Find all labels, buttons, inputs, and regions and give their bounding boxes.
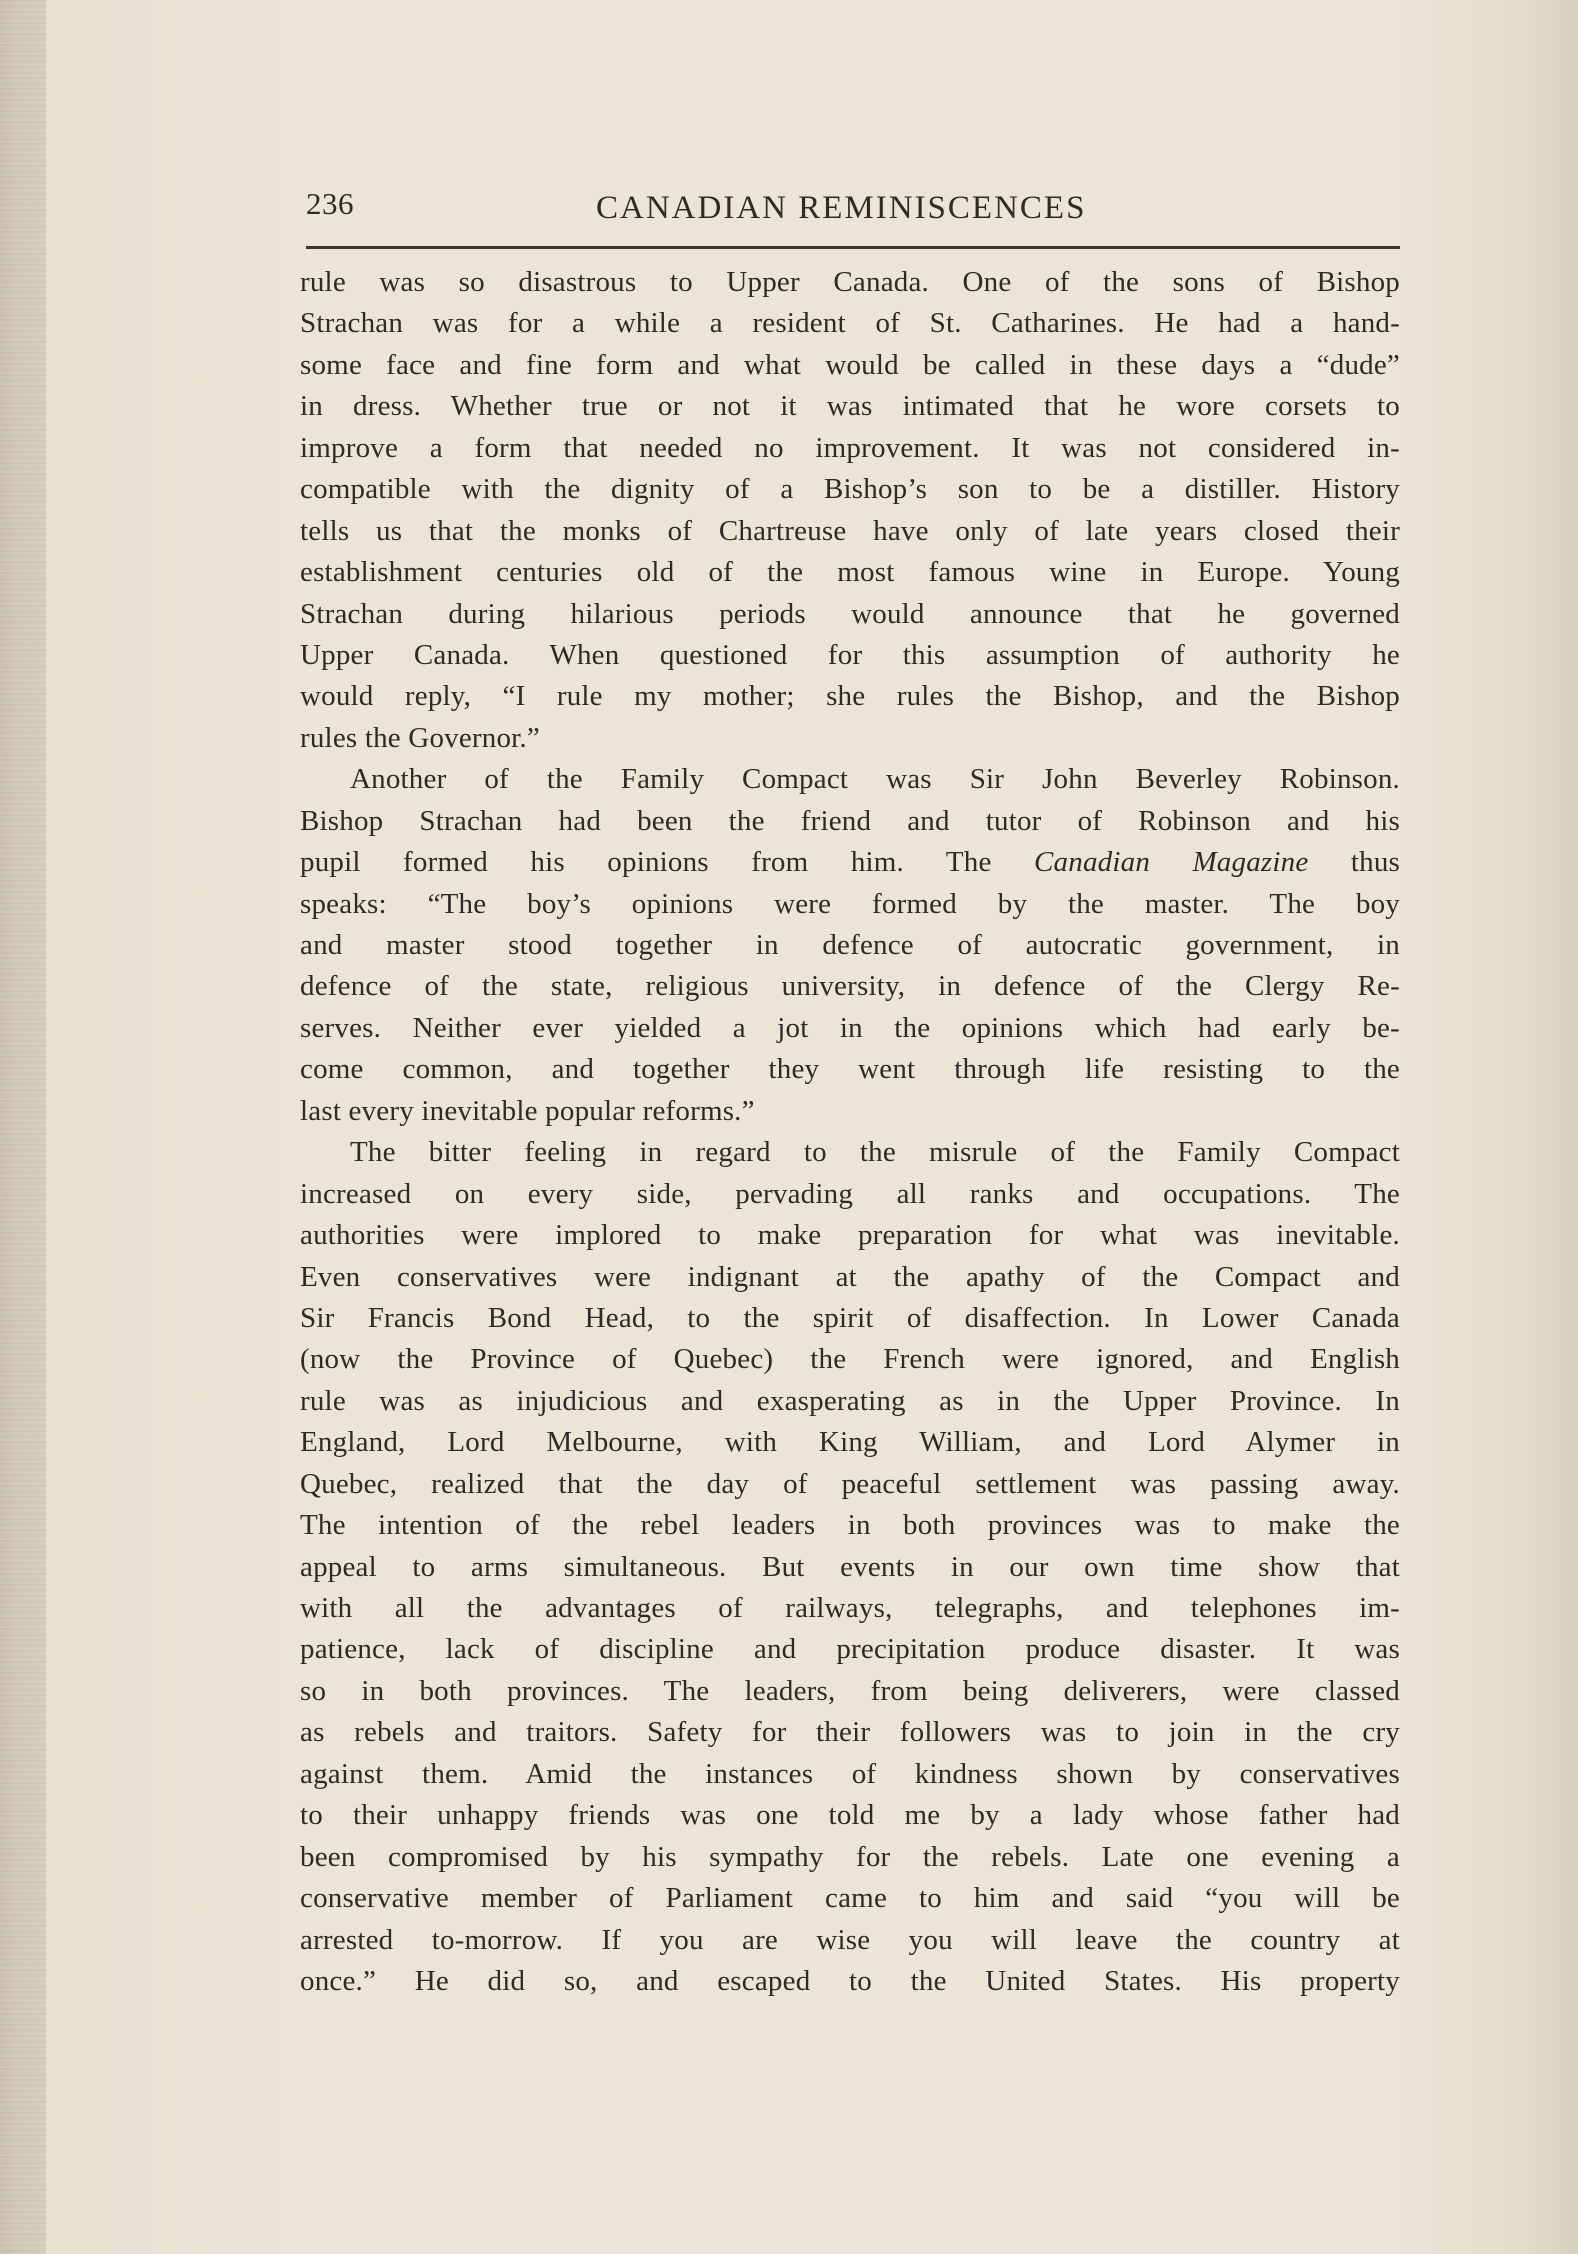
text-line: Quebec, realized that the day of peaceful settlement was passing away. xyxy=(300,1467,1400,1500)
text-line: so in both provinces. The leaders, from being deliverers, were classed xyxy=(300,1674,1400,1707)
text-line: The bitter feeling in regard to the misrule of the Family Compact xyxy=(350,1136,1400,1169)
text-line: speaks: “The boy’s opinions were formed by the master. The boy xyxy=(300,887,1400,920)
text-line: The intention of the rebel leaders in both provinces was to make the xyxy=(300,1509,1400,1542)
text-line: Strachan was for a while a resident of St. Catharines. He had a hand- xyxy=(300,307,1400,340)
text-line: Bishop Strachan had been the friend and tutor of Robinson and his xyxy=(300,804,1400,837)
header-rule xyxy=(306,246,1400,249)
text-line: rule was so disastrous to Upper Canada. One of the sons of Bishop xyxy=(300,266,1400,298)
italic-title: Canadian Magazine xyxy=(1034,846,1309,879)
text-line: Another of the Family Compact was Sir John Beverley Robinson. xyxy=(350,763,1400,796)
body-text xyxy=(300,262,1400,2002)
text-line: Even conservatives were indignant at the apathy of the Compact and xyxy=(300,1260,1400,1293)
text-line: would reply, “I rule my mother; she rules the Bishop, and the Bishop xyxy=(300,680,1400,713)
text-line: improve a form that needed no improvement. It was not considered in- xyxy=(300,431,1400,464)
text-line: Sir Francis Bond Head, to the spirit of disaffection. In Lower Canada xyxy=(300,1301,1400,1334)
text-line: rules the Governor.” xyxy=(300,721,540,754)
page-number: 236 xyxy=(306,186,354,221)
text-line: serves. Neither ever yielded a jot in the opinions which had early be- xyxy=(300,1011,1400,1044)
text-line: Upper Canada. When questioned for this assumption of authority he xyxy=(300,638,1400,671)
text-line: last every inevitable popular reforms.” xyxy=(300,1094,755,1127)
text-line: (now the Province of Quebec) the French were ignored, and English xyxy=(300,1343,1400,1376)
page-header xyxy=(306,186,1400,232)
text-line: increased on every side, pervading all ranks and occupations. The xyxy=(300,1177,1400,1210)
text-line: and master stood together in defence of autocratic government, in xyxy=(300,929,1400,961)
text-segment: thus xyxy=(1350,846,1401,879)
text-line: tells us that the monks of Chartreuse have only of late years closed their xyxy=(300,514,1400,547)
text-line-with-italic xyxy=(300,842,1400,883)
page-spine-edge xyxy=(0,0,46,2254)
text-line: compatible with the dignity of a Bishop’s son to be a distiller. History xyxy=(300,473,1400,506)
text-line: conservative member of Parliament came to him and said “you will be xyxy=(300,1882,1400,1915)
text-segment: pupil formed his opinions from him. The xyxy=(300,846,992,879)
text-line: establishment centuries old of the most famous wine in Europe. Young xyxy=(300,556,1400,589)
text-line: appeal to arms simultaneous. But events in our own time show that xyxy=(300,1550,1400,1583)
text-line: with all the advantages of railways, telegraphs, and telephones im- xyxy=(300,1592,1400,1624)
text-line: come common, and together they went through life resisting to the xyxy=(300,1053,1400,1086)
running-head: CANADIAN REMINISCENCES xyxy=(596,190,1087,226)
text-line: England, Lord Melbourne, with King William, and Lord Alymer in xyxy=(300,1426,1400,1459)
text-line: to their unhappy friends was one told me by a lady whose father had xyxy=(300,1799,1400,1832)
text-line: in dress. Whether true or not it was intimated that he wore corsets to xyxy=(300,390,1400,423)
text-line: some face and fine form and what would be called in these days a “dude” xyxy=(300,348,1400,381)
text-line: rule was as injudicious and exasperating as in the Upper Province. In xyxy=(300,1384,1400,1417)
text-line: patience, lack of discipline and precipitation produce disaster. It was xyxy=(300,1633,1400,1666)
text-line: once.” He did so, and escaped to the United States. His property xyxy=(300,1964,1400,1997)
text-line: arrested to-morrow. If you are wise you will leave the country at xyxy=(300,1923,1400,1956)
text-line: authorities were implored to make preparation for what was inevitable. xyxy=(300,1219,1400,1252)
text-line: defence of the state, religious university, in defence of the Clergy Re- xyxy=(300,970,1400,1003)
text-line: been compromised by his sympathy for the rebels. Late one evening a xyxy=(300,1840,1400,1873)
text-line: as rebels and traitors. Safety for their followers was to join in the cry xyxy=(300,1716,1400,1749)
text-line: against them. Amid the instances of kindness shown by conservatives xyxy=(300,1757,1400,1790)
text-line: Strachan during hilarious periods would announce that he governed xyxy=(300,597,1400,630)
